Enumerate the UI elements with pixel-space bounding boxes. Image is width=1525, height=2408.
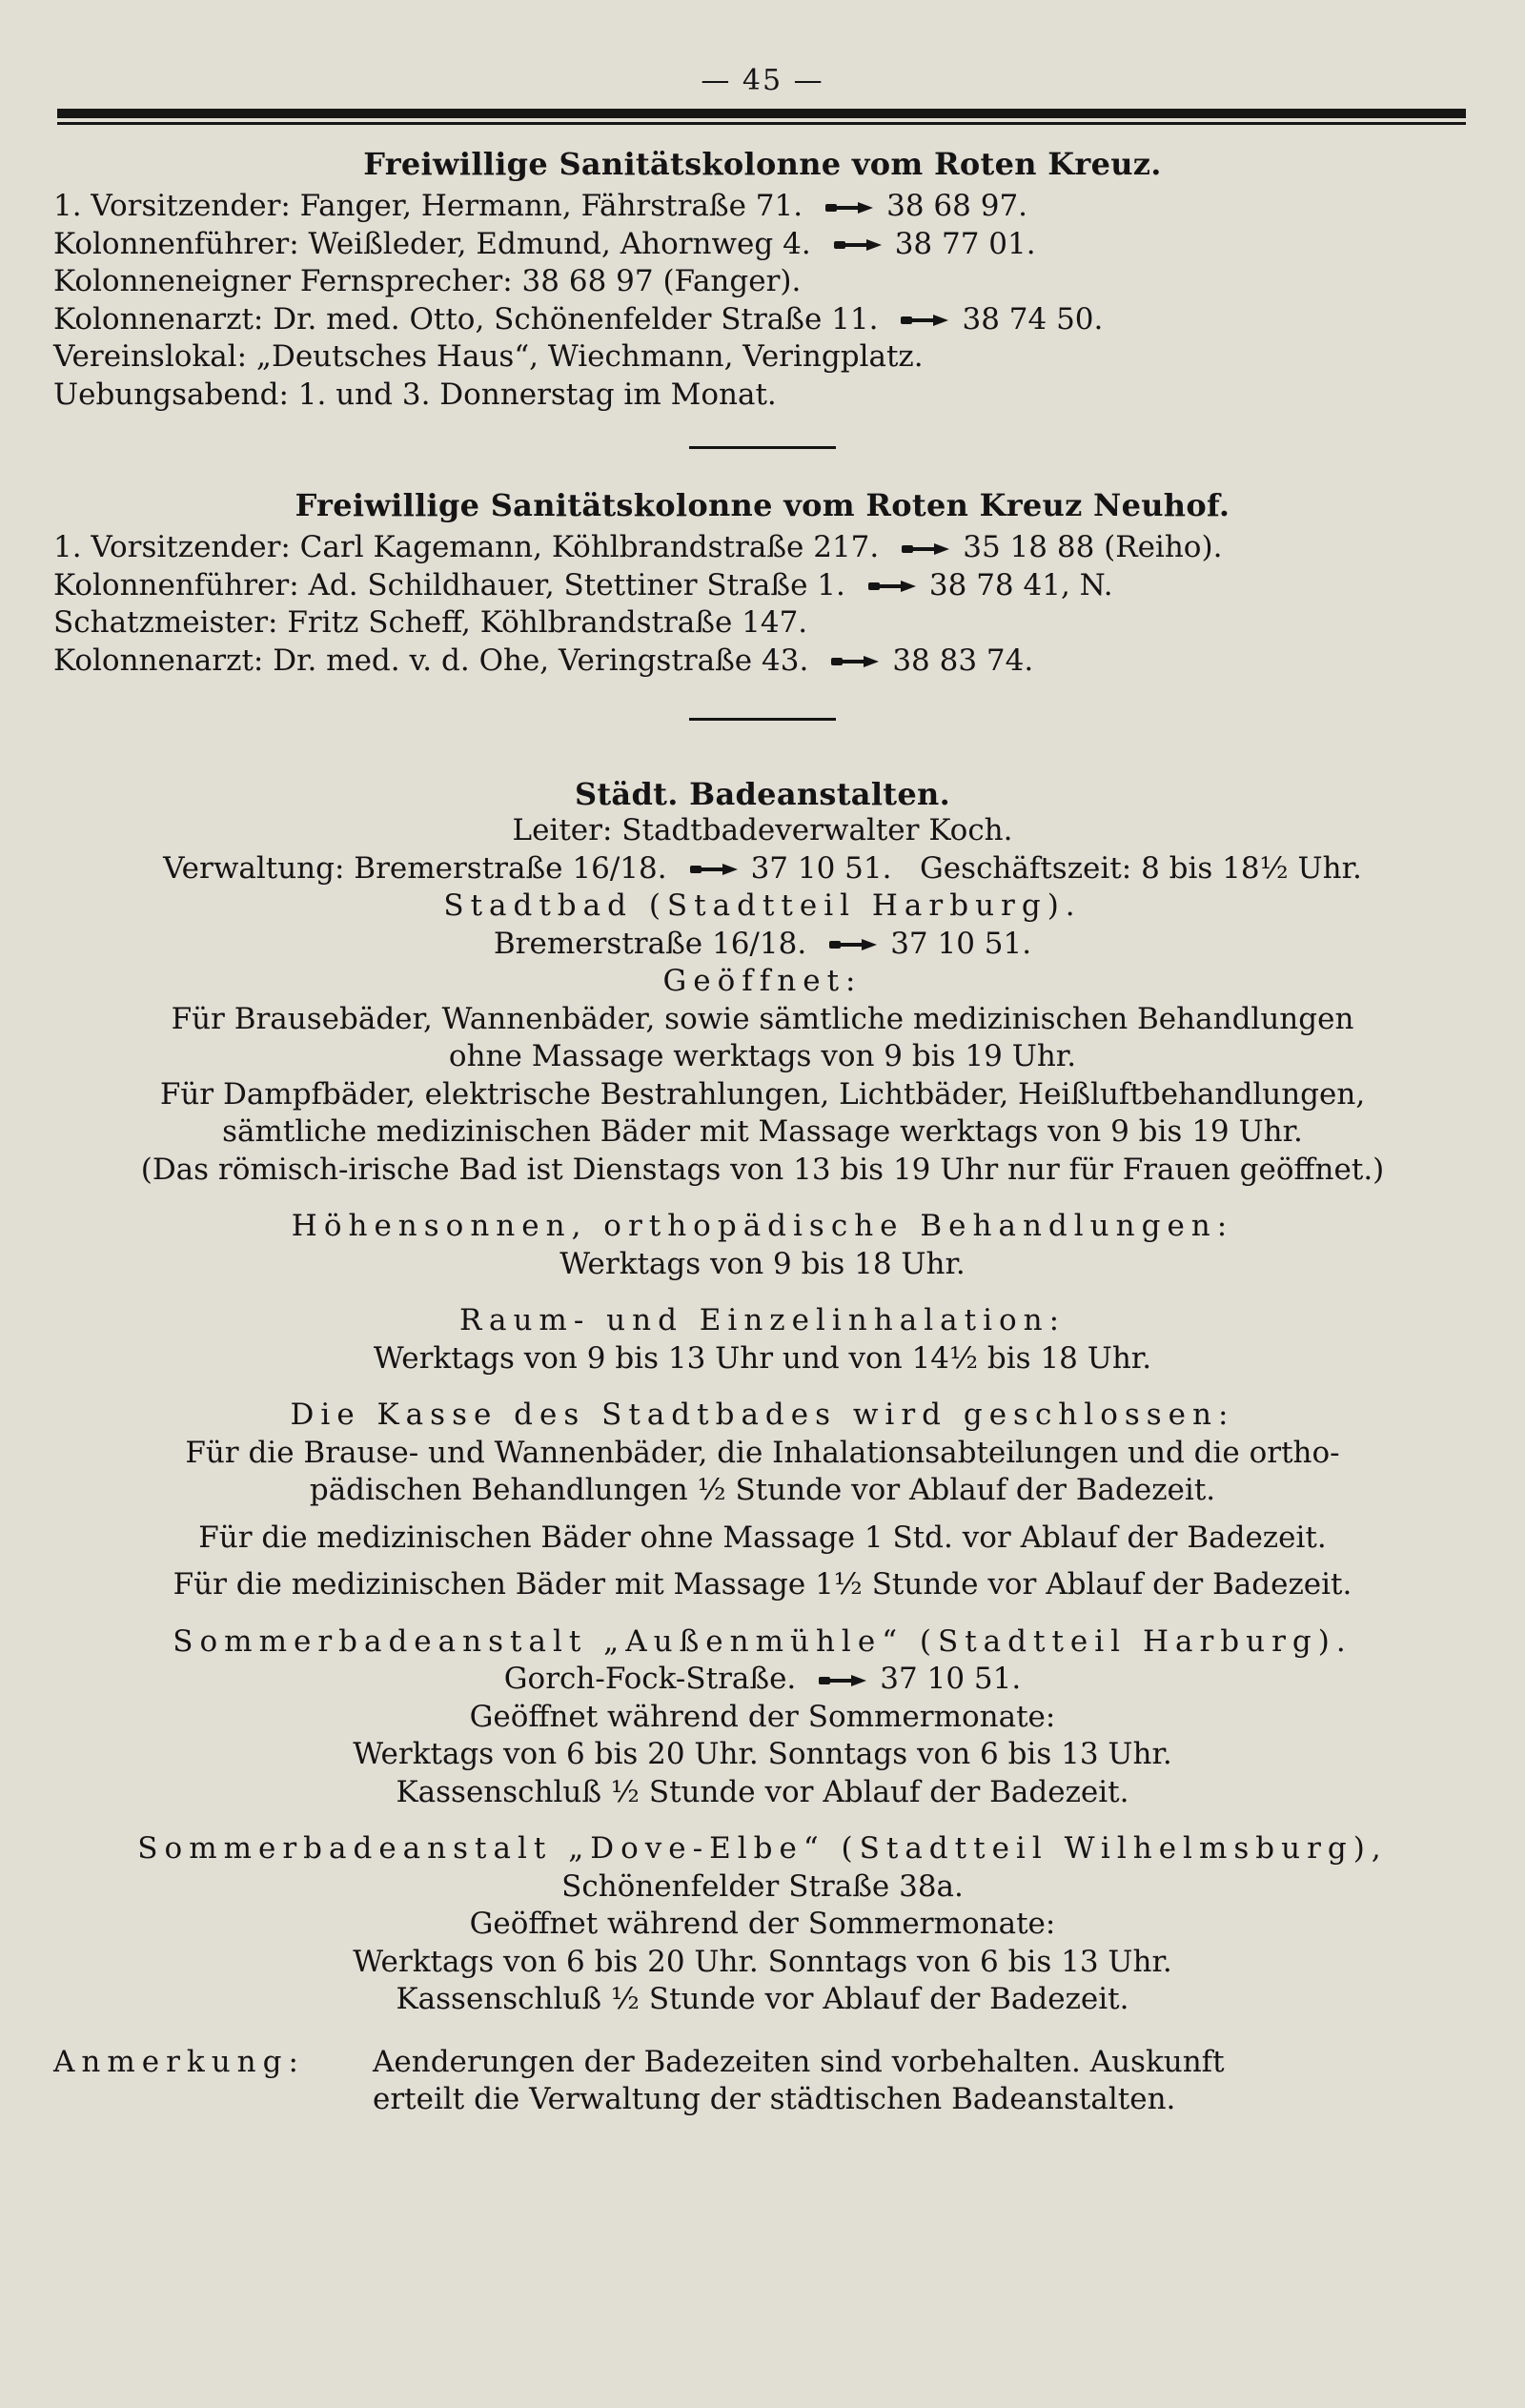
sommerbad-aussenmuehle-address: Gorch-Fock-Straße. 37 10 51.	[503, 1662, 1022, 1696]
entry-line: Kolonneneigner Fernsprecher: 38 68 97 (Fanger).	[53, 264, 802, 298]
open-hours-line: Für Dampfbäder, elektrische Bestrahlungen, Lichtbäder, Heißluftbehandlungen,	[159, 1076, 1366, 1112]
telephone-icon	[901, 314, 948, 327]
verwaltung-line: Verwaltung: Bremerstraße 16/18. 37 10 51. Geschäftszeit: 8 bis 18½ Uhr.	[163, 850, 1362, 886]
stadtbad-title: Stadtbad (Stadtteil Harburg).	[443, 888, 1082, 923]
geoeffnet-label: Geöffnet:	[662, 964, 863, 998]
leiter-line: Leiter: Stadtbadeverwalter Koch.	[512, 813, 1013, 847]
kasse-line: Für die medizinischen Bäder ohne Massage 1 Std. vor Ablauf der Badezeit.	[198, 1520, 1327, 1555]
entry-line: Vereinslokal: „Deutsches Haus“, Wiechmann, Veringplatz.	[53, 339, 924, 374]
section-heading-red-cross: Freiwillige Sanitätskolonne vom Roten Kreuz.	[363, 146, 1162, 182]
top-double-rule	[57, 109, 1466, 125]
entry-line: 1. Vorsitzender: Fanger, Hermann, Fährstraße 71. 38 68 97.	[53, 189, 1028, 223]
entry-line: Uebungsabend: 1. und 3. Donnerstag im Monat.	[53, 377, 777, 412]
telephone-icon	[834, 238, 882, 252]
page-number: — 45 —	[701, 64, 824, 97]
section-heading-red-cross-neuhof: Freiwillige Sanitätskolonne vom Roten Kreuz Neuhof.	[295, 487, 1230, 523]
telephone-icon	[825, 201, 873, 214]
anmerkung-line: Aenderungen der Badezeiten sind vorbehalten. Auskunft	[373, 2044, 1225, 2079]
entry-line: Kolonnenarzt: Dr. med. v. d. Ohe, Veringstraße 43. 38 83 74.	[53, 643, 1034, 678]
sommerbad-dove-elbe-title: Sommerbadeanstalt „Dove-Elbe“ (Stadtteil Wilhelmsburg),	[137, 1831, 1388, 1866]
sommerbad-kasse: Kassenschluß ½ Stunde vor Ablauf der Badezeit.	[396, 1774, 1129, 1809]
separator-rule	[689, 446, 836, 449]
inhalation-time: Werktags von 9 bis 13 Uhr und von 14½ bis 18 Uhr.	[373, 1340, 1152, 1376]
telephone-icon	[829, 938, 877, 951]
kasse-title: Die Kasse des Stadtbades wird geschlossen:	[290, 1398, 1235, 1432]
telephone-icon	[819, 1674, 866, 1687]
section-neuhof-lines	[53, 529, 1472, 680]
telephone-icon	[868, 580, 916, 593]
section-red-cross-lines	[53, 188, 1472, 414]
sommerbad-open-label: Geöffnet während der Sommermonate:	[469, 1907, 1056, 1941]
kasse-line: Für die Brause- und Wannenbäder, die Inhalationsabteilungen und die ortho-	[185, 1435, 1340, 1470]
telephone-icon	[902, 542, 949, 556]
sommerbad-times: Werktags von 6 bis 20 Uhr. Sonntags von 6 bis 13 Uhr.	[353, 1737, 1172, 1771]
sommerbad-open-label: Geöffnet während der Sommermonate:	[469, 1699, 1056, 1734]
entry-line: Kolonnenarzt: Dr. med. Otto, Schönenfelder Straße 11. 38 74 50.	[53, 301, 1104, 337]
separator-rule	[689, 718, 836, 721]
hoehensonnen-title: Höhensonnen, orthopädische Behandlungen:	[291, 1209, 1234, 1243]
telephone-icon	[690, 863, 738, 876]
hoehensonnen-time: Werktags von 9 bis 18 Uhr.	[559, 1246, 966, 1281]
sommerbad-times: Werktags von 6 bis 20 Uhr. Sonntags von 6 bis 13 Uhr.	[353, 1944, 1172, 1979]
entry-line: Schatzmeister: Fritz Scheff, Köhlbrandstraße 147.	[53, 605, 808, 640]
open-hours-line: Für Brausebäder, Wannenbäder, sowie sämtliche medizinischen Behandlungen	[171, 1001, 1354, 1036]
sommerbad-kasse: Kassenschluß ½ Stunde vor Ablauf der Badezeit.	[396, 1982, 1129, 2016]
section-heading-badeanstalten: Städt. Badeanstalten.	[574, 776, 951, 812]
anmerkung-label: Anmerkung:	[53, 2044, 305, 2079]
entry-line: Kolonnenführer: Weißleder, Edmund, Ahornweg 4. 38 77 01.	[53, 226, 1036, 261]
open-hours-note: (Das römisch-irische Bad ist Dienstags von 13 bis 19 Uhr nur für Frauen geöffnet.)	[140, 1152, 1385, 1187]
stadtbad-address: Bremerstraße 16/18. 37 10 51.	[493, 926, 1032, 961]
kasse-line: Für die medizinischen Bäder mit Massage 1½ Stunde vor Ablauf der Badezeit.	[173, 1567, 1352, 1602]
sommerbad-dove-elbe-address: Schönenfelder Straße 38a.	[561, 1868, 964, 1904]
entry-line: Kolonnenführer: Ad. Schildhauer, Stettiner Straße 1. 38 78 41, N.	[53, 567, 1113, 602]
open-hours-line: sämtliche medizinischen Bäder mit Massage werktags von 9 bis 19 Uhr.	[222, 1114, 1303, 1149]
inhalation-title: Raum- und Einzelinhalation:	[458, 1303, 1067, 1337]
sommerbad-aussenmuehle-title: Sommerbadeanstalt „Außenmühle“ (Stadtteil Harburg).	[173, 1623, 1352, 1659]
kasse-line: pädischen Behandlungen ½ Stunde vor Ablauf der Badezeit.	[309, 1473, 1216, 1507]
open-hours-line: ohne Massage werktags von 9 bis 19 Uhr.	[448, 1039, 1077, 1073]
anmerkung-note	[53, 2044, 1472, 2119]
anmerkung-line: erteilt die Verwaltung der städtischen Badeanstalten.	[373, 2082, 1176, 2116]
anmerkung-text	[373, 2044, 1472, 2119]
telephone-icon	[831, 655, 879, 668]
entry-line: 1. Vorsitzender: Carl Kagemann, Köhlbrandstraße 217. 35 18 88 (Reiho).	[53, 530, 1223, 564]
